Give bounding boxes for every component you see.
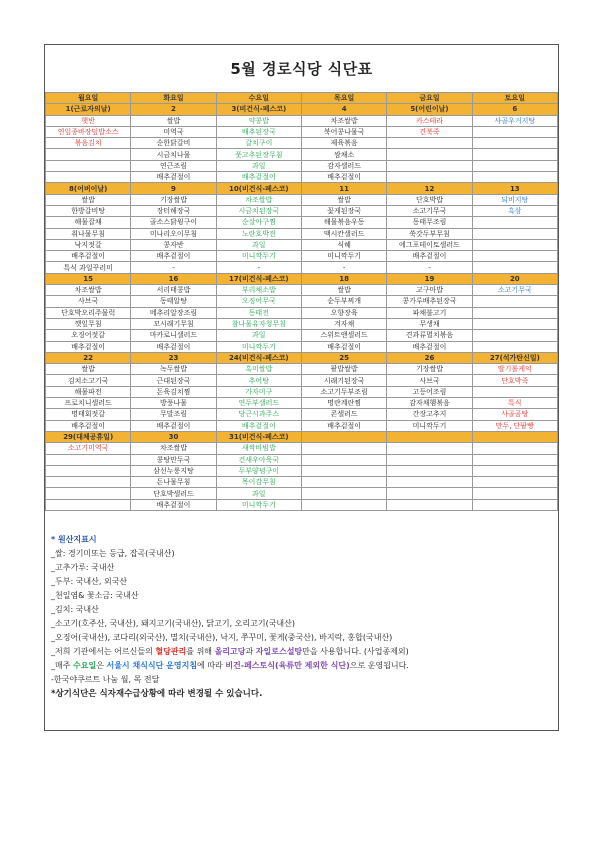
menu-cell: 고구마밥 [387, 285, 472, 296]
page-title: 5월 경로식당 식단표 [45, 45, 558, 93]
menu-cell: 배추겉절이 [131, 499, 216, 510]
menu-row [46, 205, 558, 216]
menu-cell: 소고기무국 [472, 285, 557, 296]
menu-cell: 과일 [216, 330, 301, 341]
menu-cell: 간장고추지 [387, 409, 472, 420]
menu-row [46, 375, 558, 386]
menu-cell: 배추겉절이 [46, 420, 131, 431]
date-cell: 17(비건식-페스코) [216, 273, 301, 284]
menu-cell: 맥시칸샐러드 [301, 228, 386, 239]
menu-cell: 메추리알장조림 [131, 307, 216, 318]
date-cell: 24(비건식-페스코) [216, 352, 301, 363]
menu-cell [301, 465, 386, 476]
menu-row [46, 217, 558, 228]
notice-text: _저희 기관에서는 어르신들의 [51, 647, 156, 656]
menu-cell: 햇반 [46, 115, 131, 126]
menu-cell: 시래기된장국 [301, 375, 386, 386]
menu-row [46, 285, 558, 296]
menu-cell: 낙지젓갈 [46, 239, 131, 250]
notice-text: 은 [96, 661, 107, 670]
date-row [46, 352, 558, 363]
origin-line: _천일염& 꽃소금: 국내산 [51, 591, 139, 600]
date-row [46, 104, 558, 115]
menu-cell: 콩자반 [131, 239, 216, 250]
date-cell: 5(어린이날) [387, 104, 472, 115]
menu-cell [472, 217, 557, 228]
notice-text: 를 위해 [186, 647, 215, 656]
menu-row [46, 307, 558, 318]
origin-line: _김치: 국내산 [51, 605, 99, 614]
notice-text: 과 [245, 647, 256, 656]
menu-cell: 기장쌀밥 [387, 364, 472, 375]
menu-cell: 순두부찌개 [301, 296, 386, 307]
menu-cell [46, 465, 131, 476]
menu-cell [46, 160, 131, 171]
menu-cell [472, 160, 557, 171]
weekday-header-row [46, 93, 558, 104]
menu-cell [472, 251, 557, 262]
menu-cell: 배추겉절이 [131, 341, 216, 352]
menu-cell [301, 488, 386, 499]
menu-cell: 풋고추된장무침 [216, 149, 301, 160]
weekday-header: 수요일 [216, 93, 301, 104]
menu-cell: 배추겉절이 [46, 341, 131, 352]
date-cell [472, 431, 557, 442]
menu-cell: 과일 [216, 160, 301, 171]
origin-line: _쌀: 경기미또는 등급, 잡곡(국내산) [51, 549, 175, 558]
menu-cell: 미니깍두기 [216, 251, 301, 262]
menu-cell: 파채불고기 [387, 307, 472, 318]
menu-row [46, 409, 558, 420]
menu-cell: 차조쌀밥 [46, 285, 131, 296]
menu-cell [387, 454, 472, 465]
menu-cell: 동태무조림 [387, 217, 472, 228]
date-cell: 22 [46, 352, 131, 363]
menu-cell: 연두부샐러드 [216, 398, 301, 409]
date-cell [387, 431, 472, 442]
date-cell: 10(비건식-페스코) [216, 183, 301, 194]
notice-text: 에 따라 [197, 661, 226, 670]
date-cell: 27(석가탄신일) [472, 352, 557, 363]
menu-cell: 쌀밥 [131, 115, 216, 126]
menu-cell: 미니깍두기 [216, 341, 301, 352]
date-cell: 31(비건식-페스코) [216, 431, 301, 442]
origin-notes [51, 533, 551, 701]
menu-cell: 약콩밥 [216, 115, 301, 126]
sugar-notice [51, 645, 551, 659]
menu-cell [472, 477, 557, 488]
menu-cell: 콩가루배추된장국 [387, 296, 472, 307]
origin-header: * 원산지표시 [51, 535, 97, 544]
menu-cell [472, 262, 557, 273]
menu-cell [387, 443, 472, 454]
menu-cell: 쑥갓두부무침 [387, 228, 472, 239]
menu-cell: 특식 [472, 398, 557, 409]
menu-cell [472, 443, 557, 454]
menu-cell [46, 499, 131, 510]
menu-cell [472, 126, 557, 137]
menu-cell [472, 465, 557, 476]
notice-text: _매주 [51, 661, 73, 670]
menu-cell: 노란호박전 [216, 228, 301, 239]
menu-cell: - [131, 262, 216, 273]
menu-cell: 견북죽 [387, 126, 472, 137]
menu-cell [472, 318, 557, 329]
notice-highlight: 자일로스설탕 [255, 647, 303, 656]
menu-cell: 식혜 [301, 239, 386, 250]
menu-cell [472, 330, 557, 341]
menu-row [46, 488, 558, 499]
weekday-header: 화요일 [131, 93, 216, 104]
date-cell: 3(비건식-페스코) [216, 104, 301, 115]
menu-cell [301, 499, 386, 510]
menu-cell: 차조쌀밥 [301, 115, 386, 126]
menu-row [46, 398, 558, 409]
menu-cell: 볶음김치 [46, 138, 131, 149]
weekday-header: 토요일 [472, 93, 557, 104]
menu-cell [472, 149, 557, 160]
menu-cell: 특식 과일꾸러미 [46, 262, 131, 273]
origin-line: _두부: 국내산, 외국산 [51, 577, 128, 586]
menu-cell: 차조쌀밥 [131, 443, 216, 454]
menu-cell: 추어탕 [216, 375, 301, 386]
menu-cell: 에그포테이토샐러드 [387, 239, 472, 250]
menu-cell: 팥밥쌀밥 [301, 364, 386, 375]
menu-cell: 시금치된장국 [216, 205, 301, 216]
menu-cell [387, 160, 472, 171]
date-cell: 29(대체공휴일) [46, 431, 131, 442]
menu-cell [46, 477, 131, 488]
change-disclaimer: *상기식단은 식자재수급상황에 따라 변경될 수 있습니다. [51, 689, 263, 699]
menu-cell: 배추겉절이 [301, 172, 386, 183]
menu-cell [472, 239, 557, 250]
menu-cell [387, 488, 472, 499]
menu-cell: 단호박밥 [387, 194, 472, 205]
menu-cell [472, 386, 557, 397]
menu-row [46, 149, 558, 160]
menu-cell: 순살아구찜 [216, 217, 301, 228]
menu-cell: 쌀밥 [46, 194, 131, 205]
menu-cell: 연근조림 [131, 160, 216, 171]
menu-cell: 골소스닭윙구이 [131, 217, 216, 228]
weekday-header: 금요일 [387, 93, 472, 104]
menu-cell: 꼬시래기무침 [131, 318, 216, 329]
date-cell: 8(어버이날) [46, 183, 131, 194]
date-cell: 26 [387, 352, 472, 363]
date-cell: 13 [472, 183, 557, 194]
menu-cell: 제육볶음 [301, 138, 386, 149]
menu-cell: 갈치구이 [216, 138, 301, 149]
menu-cell [46, 488, 131, 499]
menu-cell [472, 341, 557, 352]
menu-cell: 프로치니샐러드 [46, 398, 131, 409]
notice-highlight: 혈당관리 [155, 647, 187, 656]
menu-cell: 과일 [216, 239, 301, 250]
menu-cell: 해물볶음우동 [301, 217, 386, 228]
menu-cell: 참나물유자청무침 [216, 318, 301, 329]
menu-cell: 되비지탕 [472, 194, 557, 205]
menu-cell [472, 172, 557, 183]
notice-highlight: 비건-페스토식(육류만 제외한 식단) [225, 661, 350, 670]
menu-cell [472, 228, 557, 239]
menu-cell [387, 149, 472, 160]
menu-cell: 서리태콩밥 [131, 285, 216, 296]
menu-row [46, 499, 558, 510]
date-cell: 23 [131, 352, 216, 363]
menu-cell: 소고기무국 [387, 205, 472, 216]
menu-cell: 배추겉절이 [301, 341, 386, 352]
date-row [46, 183, 558, 194]
menu-cell: - [387, 262, 472, 273]
menu-cell [387, 138, 472, 149]
menu-cell: 돈나물무침 [131, 477, 216, 488]
notice-highlight: 서울시 채식식단 운영지침 [106, 661, 198, 670]
menu-cell: 콩탕만두국 [131, 454, 216, 465]
menu-cell [46, 172, 131, 183]
weekday-header: 월요일 [46, 93, 131, 104]
menu-cell: 사골우거지탕 [472, 115, 557, 126]
menu-cell: 단호박오리주물럭 [46, 307, 131, 318]
menu-row [46, 172, 558, 183]
date-cell: 15 [46, 273, 131, 284]
date-cell: 20 [472, 273, 557, 284]
menu-cell: 무말조림 [131, 409, 216, 420]
date-cell: 19 [387, 273, 472, 284]
menu-cell: 단호박샐러드 [131, 488, 216, 499]
date-cell: 2 [131, 104, 216, 115]
menu-cell: 명태회젓갈 [46, 409, 131, 420]
date-cell: 12 [387, 183, 472, 194]
menu-cell: 오징어무국 [216, 296, 301, 307]
menu-row [46, 330, 558, 341]
menu-cell: 고등어조림 [387, 386, 472, 397]
menu-cell: 배추된장국 [216, 126, 301, 137]
menu-row [46, 160, 558, 171]
menu-cell: 소고기두부조림 [301, 386, 386, 397]
menu-cell [387, 172, 472, 183]
menu-cell: 쌈채소 [301, 149, 386, 160]
menu-row [46, 194, 558, 205]
notice-highlight: 올리고당 [214, 647, 246, 656]
menu-cell: 미니깍두기 [216, 499, 301, 510]
date-row [46, 273, 558, 284]
menu-cell [301, 454, 386, 465]
menu-cell: 북어콩나물국 [301, 126, 386, 137]
menu-cell: 사브국 [46, 296, 131, 307]
menu-cell: 시금치나물 [131, 149, 216, 160]
menu-cell [472, 454, 557, 465]
menu-cell: 흑삼 [472, 205, 557, 216]
menu-cell: 장터해장국 [131, 205, 216, 216]
menu-cell: 당근시과주스 [216, 409, 301, 420]
menu-row [46, 318, 558, 329]
menu-cell: 연잎종바장덮밥소스 [46, 126, 131, 137]
menu-cell: 배추겉절이 [131, 420, 216, 431]
menu-cell: 두부양념구이 [216, 465, 301, 476]
menu-cell: 돈육김치찜 [131, 386, 216, 397]
menu-cell: 배추겉절이 [301, 420, 386, 431]
menu-cell: - [216, 262, 301, 273]
notice-text: 만을 사용합니다. (사업종제외) [302, 647, 409, 656]
menu-cell: 감자채햄볶음 [387, 398, 472, 409]
menu-row [46, 239, 558, 250]
menu-cell: 미역국 [131, 126, 216, 137]
menu-cell: 흑미쌀밥 [216, 364, 301, 375]
menu-cell: 쌀밥 [46, 364, 131, 375]
menu-cell: 배추겉절이 [131, 172, 216, 183]
menu-cell: 과일 [216, 488, 301, 499]
menu-cell: 깻잎무침 [46, 318, 131, 329]
menu-cell: 녹두쌀밥 [131, 364, 216, 375]
menu-row [46, 126, 558, 137]
menu-cell: 소고기미역국 [46, 443, 131, 454]
menu-cell: 마카로니샐러드 [131, 330, 216, 341]
menu-cell [472, 488, 557, 499]
menu-row [46, 386, 558, 397]
menu-cell: 쌀밥 [301, 194, 386, 205]
menu-cell: 미니깍두기 [301, 251, 386, 262]
date-cell: 16 [131, 273, 216, 284]
date-cell: 1(근로자의날) [46, 104, 131, 115]
menu-cell: 감자샐러드 [301, 160, 386, 171]
date-cell: 6 [472, 104, 557, 115]
menu-cell: 명란계란찜 [301, 398, 386, 409]
menu-row [46, 364, 558, 375]
date-cell: 9 [131, 183, 216, 194]
menu-cell: 순한닭갈비 [131, 138, 216, 149]
menu-cell: 새싹비빔밥 [216, 443, 301, 454]
menu-cell: 한방갈비탕 [46, 205, 131, 216]
menu-cell [387, 465, 472, 476]
menu-cell: 카스테라 [387, 115, 472, 126]
menu-cell [387, 477, 472, 488]
menu-row [46, 228, 558, 239]
menu-row [46, 454, 558, 465]
menu-cell: 배추겉절이 [216, 172, 301, 183]
menu-cell: 견과류멸치볶음 [387, 330, 472, 341]
date-cell: 25 [301, 352, 386, 363]
origin-line: _고추가루: 국내산 [51, 563, 115, 572]
vegan-notice [51, 659, 551, 673]
menu-cell: 배추겉절이 [131, 251, 216, 262]
menu-cell: 삼선누룽지탕 [131, 465, 216, 476]
date-row [46, 431, 558, 442]
menu-row [46, 465, 558, 476]
menu-cell: 사브국 [387, 375, 472, 386]
menu-cell: 콘샐러드 [301, 409, 386, 420]
date-cell: 18 [301, 273, 386, 284]
date-cell [301, 431, 386, 442]
menu-row [46, 477, 558, 488]
menu-cell: 해물파전 [46, 386, 131, 397]
menu-cell: 오징어젓갈 [46, 330, 131, 341]
menu-cell: 오향장육 [301, 307, 386, 318]
menu-row [46, 296, 558, 307]
menu-cell: 동태알탕 [131, 296, 216, 307]
menu-cell: 미니깍두기 [387, 420, 472, 431]
menu-cell [472, 296, 557, 307]
weekday-header: 목요일 [301, 93, 386, 104]
menu-cell: 무생채 [387, 318, 472, 329]
yakult-notice: -한국야쿠르트 나눔 월, 목 전달 [51, 675, 160, 684]
date-cell: 30 [131, 431, 216, 442]
menu-cell [46, 149, 131, 160]
menu-cell: 쌀밥 [301, 285, 386, 296]
menu-cell: 부리채소밥 [216, 285, 301, 296]
notice-text: 으로 운영됩니다. [349, 661, 409, 670]
menu-row [46, 420, 558, 431]
menu-cell: 배추겉절이 [387, 251, 472, 262]
menu-cell: 사골곰탕 [472, 409, 557, 420]
menu-cell: 딸기롤케익 [472, 364, 557, 375]
menu-cell: 건새우아욱국 [216, 454, 301, 465]
menu-cell: 겨자채 [301, 318, 386, 329]
menu-cell [46, 454, 131, 465]
menu-cell: 차조쌀밥 [216, 194, 301, 205]
menu-cell: 해물잡채 [46, 217, 131, 228]
menu-cell: 만두, 단팥빵 [472, 420, 557, 431]
menu-cell: 김치소고기국 [46, 375, 131, 386]
menu-cell: 단호박죽 [472, 375, 557, 386]
origin-line: _소고기(호주산, 국내산), 돼지고기(국내산), 닭고기, 오리고기(국내산) [51, 619, 295, 628]
menu-cell: 미나리오이무침 [131, 228, 216, 239]
menu-cell: - [301, 262, 386, 273]
menu-cell: 기장쌀밥 [131, 194, 216, 205]
menu-row [46, 443, 558, 454]
menu-cell: 꽃게된장국 [301, 205, 386, 216]
notice-highlight: 수요일 [73, 661, 97, 670]
menu-cell: 스위트앤샐러드 [301, 330, 386, 341]
menu-row [46, 251, 558, 262]
menu-cell: 가자미구 [216, 386, 301, 397]
menu-cell: 방풍나물 [131, 398, 216, 409]
menu-cell: 배추겉절이 [46, 251, 131, 262]
menu-table [45, 92, 558, 511]
menu-cell: 근대된장국 [131, 375, 216, 386]
menu-cell: 배추겉절이 [387, 341, 472, 352]
menu-body [46, 104, 558, 511]
menu-sheet [44, 44, 559, 731]
menu-cell [472, 499, 557, 510]
menu-row [46, 262, 558, 273]
menu-cell: 취나물무침 [46, 228, 131, 239]
menu-cell: 목이감무침 [216, 477, 301, 488]
date-cell: 11 [301, 183, 386, 194]
menu-cell: 배추겉절이 [216, 420, 301, 431]
menu-cell [301, 477, 386, 488]
origin-line: _오징어(국내산), 코다리(외국산), 멸치(국내산), 낙지, 쭈꾸미, 꽃게(중국산), 바지락, 홍합(국내산) [51, 633, 393, 642]
menu-cell [472, 138, 557, 149]
menu-row [46, 115, 558, 126]
menu-cell [472, 307, 557, 318]
date-cell: 4 [301, 104, 386, 115]
menu-cell: 동태전 [216, 307, 301, 318]
menu-cell [301, 443, 386, 454]
menu-cell [387, 499, 472, 510]
menu-row [46, 138, 558, 149]
menu-row [46, 341, 558, 352]
